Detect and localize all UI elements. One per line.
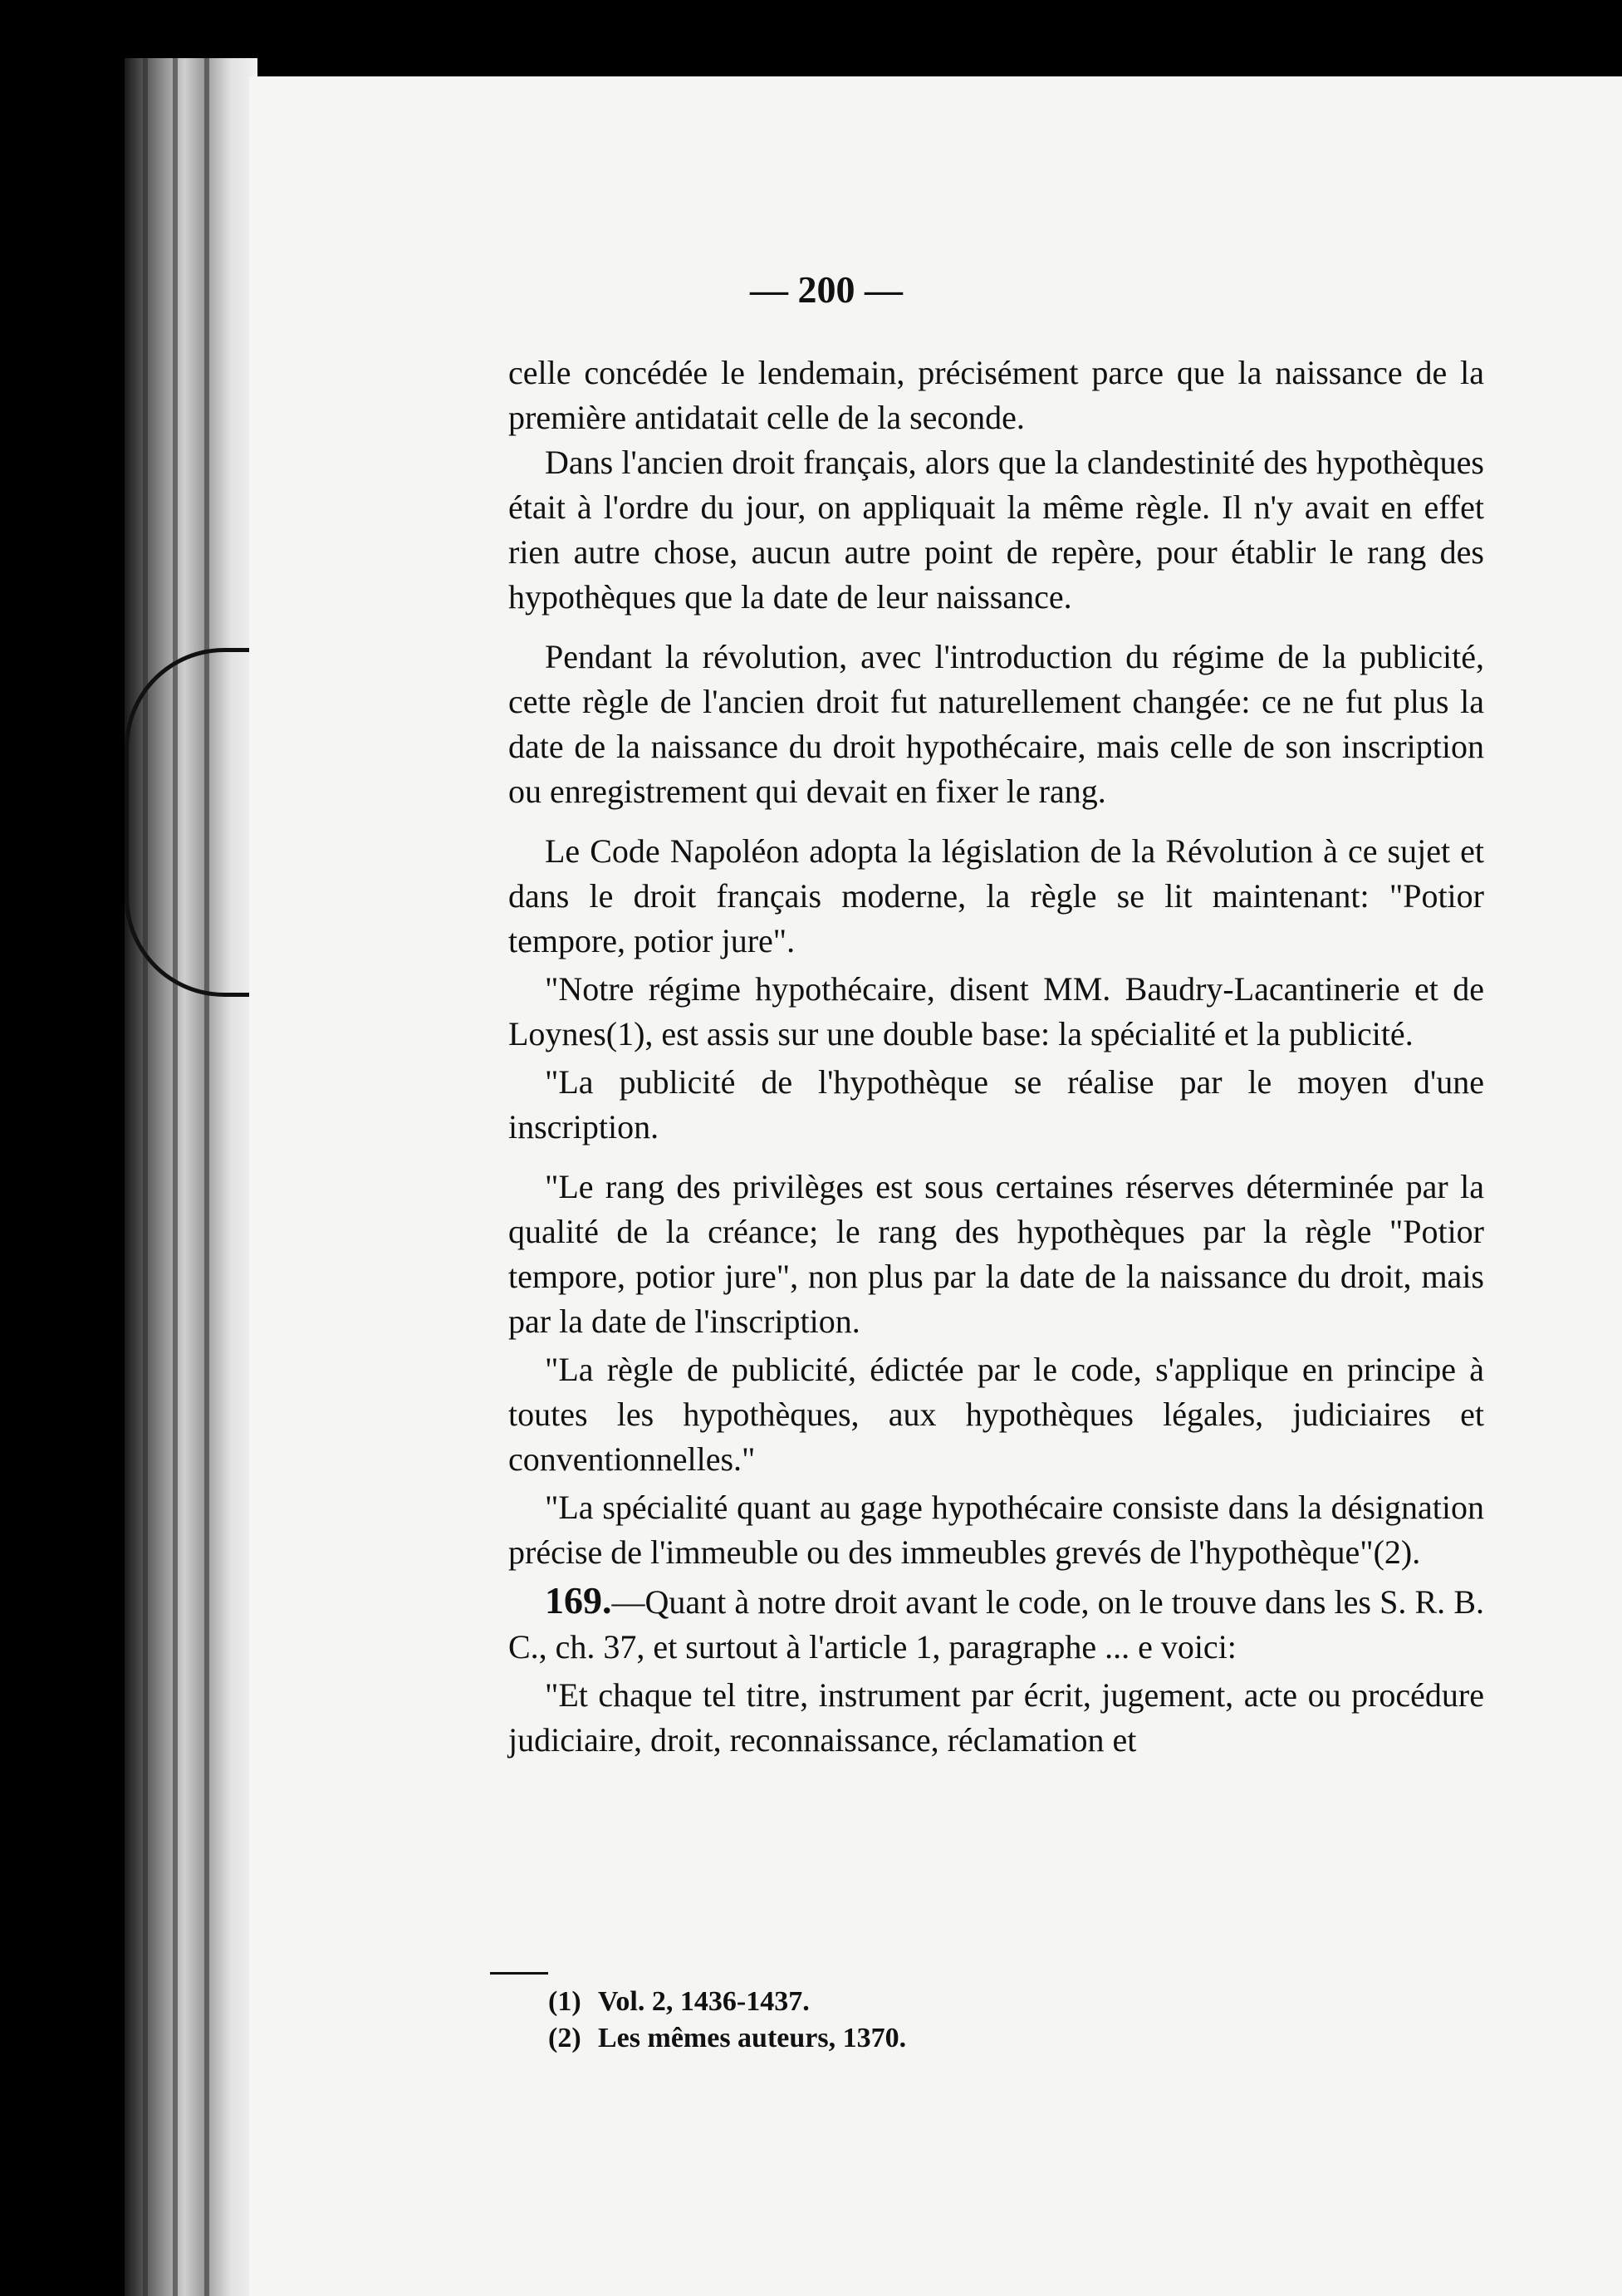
footnote-number: (1) (548, 1986, 581, 2017)
binding-stripe (173, 58, 178, 2296)
page-content (249, 76, 1622, 2296)
quote-paragraph: "Le rang des privilèges est sous certaines réserves déterminée par la qualité de la créance; le rang des hypothèques par la règle "Potior tempore, potior jure", non plus par la date de la naissance du droit, mais par la date de l'inscription. (508, 1168, 1484, 1340)
quote-paragraph: "Et chaque tel titre, instrument par écrit, jugement, acte ou procédure judiciaire, droit, reconnaissance, réclamation et (508, 1676, 1484, 1759)
body-text (508, 351, 1484, 1778)
quote-paragraph: "Notre régime hypothécaire, disent MM. Baudry-Lacantinerie et de Loynes(1), est assis sur une double base: la spécialité et la publicité. (508, 970, 1484, 1052)
footnote-rule (490, 1972, 548, 1975)
section-paragraph (508, 1578, 1484, 1670)
binding-clip-mark (125, 648, 249, 997)
footnote (548, 1984, 1213, 2020)
paragraph: Le Code Napoléon adopta la législation de la Révolution à ce sujet et dans le droit français moderne, la règle se lit maintenant: "Potior tempore, potior jure". (508, 832, 1484, 959)
footnote (548, 2020, 1213, 2057)
quote-paragraph: "La règle de publicité, édictée par le code, s'applique en principe à toutes les hypothèques, aux hypothèques légales, judiciaires et conventionnelles." (508, 1351, 1484, 1478)
footnote-number: (2) (548, 2023, 581, 2053)
section-text: —Quant à notre droit avant le code, on le trouve dans les S. R. B. C., ch. 37, et surtout à l'article 1, paragraphe ... e voici: (508, 1583, 1484, 1666)
page-number: — 200 — (750, 268, 903, 311)
book-binding (125, 58, 257, 2296)
binding-stripe (143, 58, 148, 2296)
footnote-text: Les mêmes auteurs, 1370. (598, 2023, 907, 2053)
paragraph: Pendant la révolution, avec l'introduction du régime de la publicité, cette règle de l'ancien droit fut naturellement changée: ce ne fut plus la date de la naissance du droit hypothécaire, mais celle de son inscription ou enregistrement qui devait en fixer le rang. (508, 638, 1484, 810)
section-number: 169. (545, 1579, 612, 1621)
binding-stripe (204, 58, 209, 2296)
footnote-text: Vol. 2, 1436-1437. (598, 1986, 810, 2017)
quote-paragraph: "La publicité de l'hypothèque se réalise par le moyen d'une inscription. (508, 1063, 1484, 1146)
footnotes (548, 1984, 1213, 2057)
quote-paragraph: "La spécialité quant au gage hypothécaire consiste dans la désignation précise de l'immeuble ou des immeubles grevés de l'hypothèque"(2). (508, 1489, 1484, 1571)
paragraph: Dans l'ancien droit français, alors que la clandestinité des hypothèques était à l'ordre du jour, on appliquait la même règle. Il n'y avait en effet rien autre chose, aucun autre point de repère, pour établir le rang des hypothèques que la date de leur naissance. (508, 444, 1484, 616)
paragraph: celle concédée le lendemain, précisément parce que la naissance de la première antidatait celle de la seconde. (508, 354, 1484, 436)
